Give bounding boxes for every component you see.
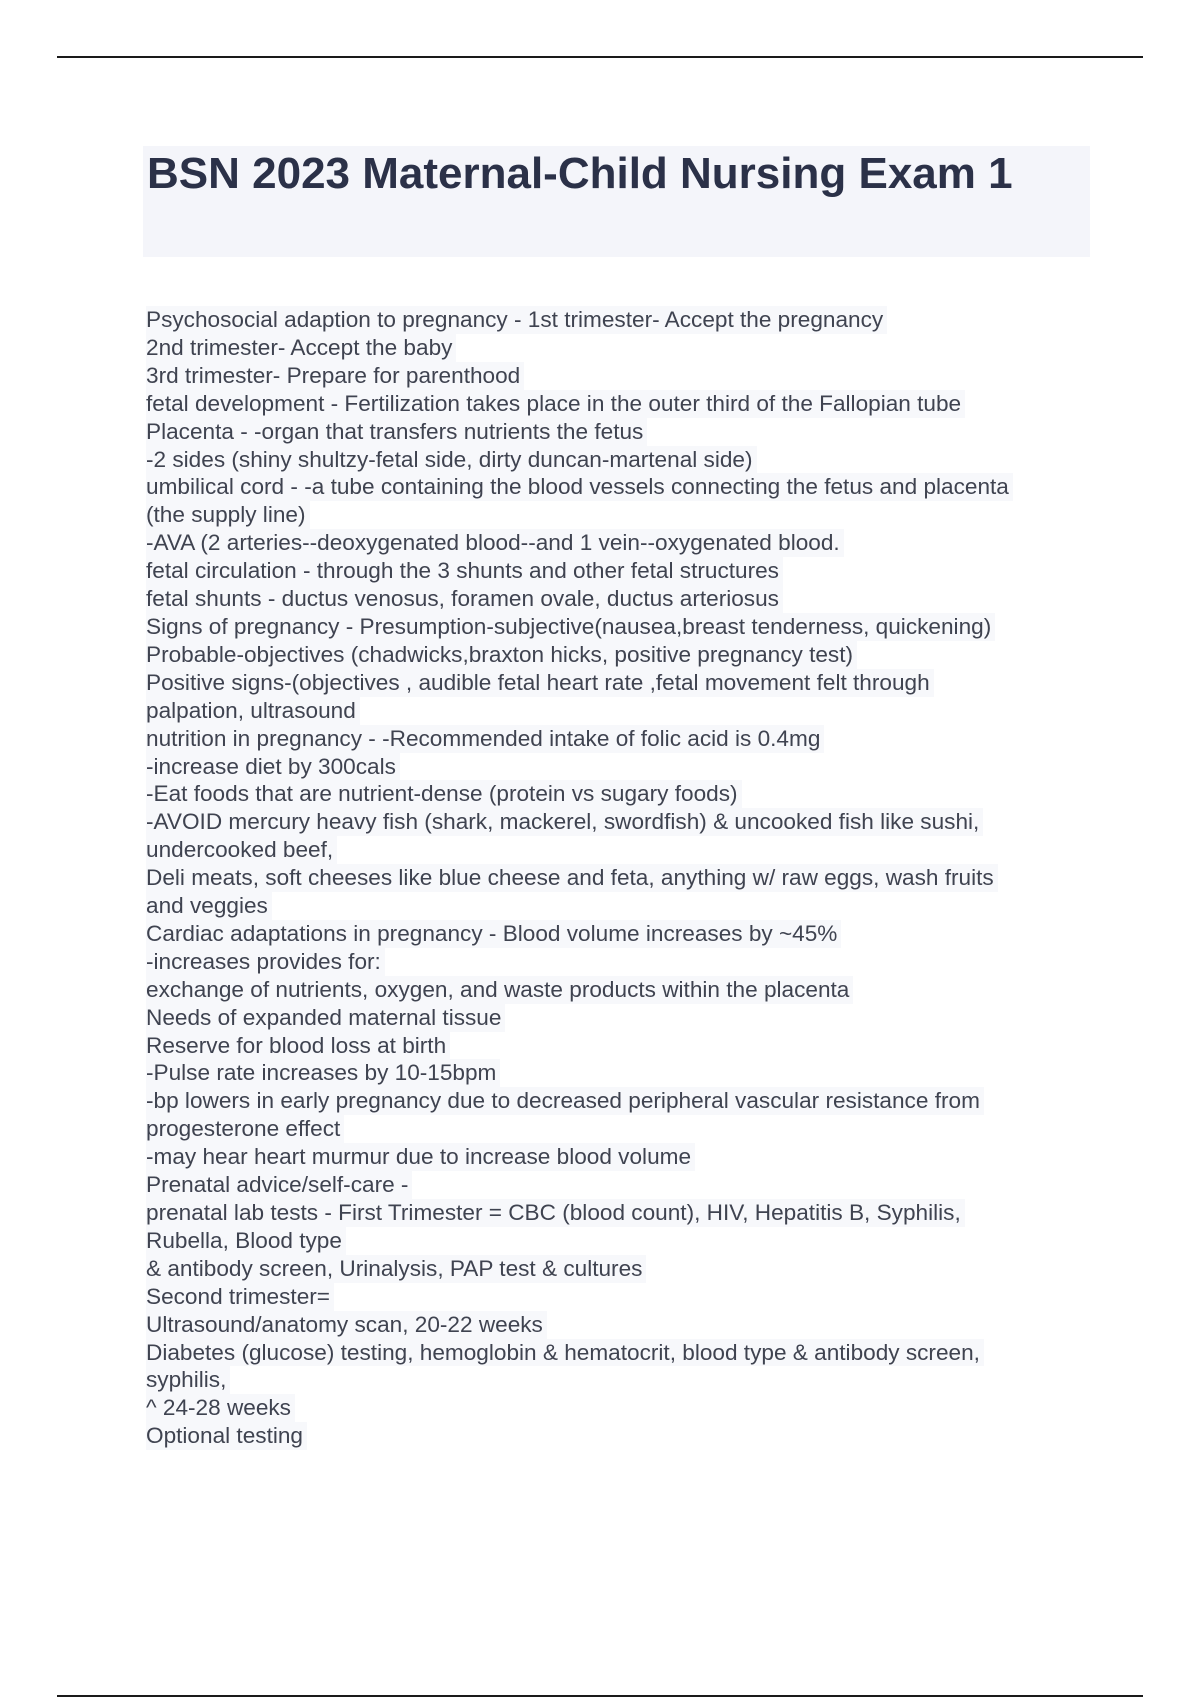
- text-line: Ultrasound/anatomy scan, 20-22 weeks: [146, 1311, 547, 1339]
- text-line: syphilis,: [146, 1366, 230, 1394]
- text-line: prenatal lab tests - First Trimester = CBC (blood count), HIV, Hepatitis B, Syphilis,: [146, 1199, 965, 1227]
- text-line: Reserve for blood loss at birth: [146, 1032, 450, 1060]
- text-line: Rubella, Blood type: [146, 1227, 346, 1255]
- text-line: Positive signs-(objectives , audible fetal heart rate ,fetal movement felt through: [146, 669, 934, 697]
- text-line: -2 sides (shiny shultzy-fetal side, dirty duncan-martenal side): [146, 446, 757, 474]
- text-line: -AVOID mercury heavy fish (shark, mackerel, swordfish) & uncooked fish like sushi,: [146, 808, 983, 836]
- text-line: Needs of expanded maternal tissue: [146, 1004, 505, 1032]
- text-line: Deli meats, soft cheeses like blue cheese and feta, anything w/ raw eggs, wash fruits: [146, 864, 998, 892]
- text-line: fetal shunts - ductus venosus, foramen ovale, ductus arteriosus: [146, 585, 783, 613]
- text-line: 3rd trimester- Prepare for parenthood: [146, 362, 524, 390]
- text-line: palpation, ultrasound: [146, 697, 360, 725]
- text-line: (the supply line): [146, 501, 310, 529]
- text-line: & antibody screen, Urinalysis, PAP test & cultures: [146, 1255, 646, 1283]
- text-line: umbilical cord - -a tube containing the blood vessels connecting the fetus and placenta: [146, 473, 1013, 501]
- bottom-divider: [57, 1695, 1143, 1697]
- text-line: Cardiac adaptations in pregnancy - Blood volume increases by ~45%: [146, 920, 841, 948]
- text-line: fetal circulation - through the 3 shunts and other fetal structures: [146, 557, 783, 585]
- text-line: -Eat foods that are nutrient-dense (protein vs sugary foods): [146, 780, 742, 808]
- text-line: Optional testing: [146, 1422, 307, 1450]
- document-body: [146, 306, 1086, 1450]
- top-divider: [57, 56, 1143, 58]
- text-line: -increase diet by 300cals: [146, 753, 400, 781]
- document-title: BSN 2023 Maternal-Child Nursing Exam 1: [147, 149, 1013, 198]
- text-line: Psychosocial adaption to pregnancy - 1st trimester- Accept the pregnancy: [146, 306, 887, 334]
- text-line: Signs of pregnancy - Presumption-subjective(nausea,breast tenderness, quickening): [146, 613, 995, 641]
- text-line: ^ 24-28 weeks: [146, 1394, 295, 1422]
- text-line: -bp lowers in early pregnancy due to decreased peripheral vascular resistance from: [146, 1087, 984, 1115]
- title-block: [143, 146, 1090, 257]
- text-line: undercooked beef,: [146, 836, 337, 864]
- text-line: and veggies: [146, 892, 272, 920]
- text-line: Diabetes (glucose) testing, hemoglobin & hematocrit, blood type & antibody screen,: [146, 1339, 984, 1367]
- text-line: -AVA (2 arteries--deoxygenated blood--and 1 vein--oxygenated blood.: [146, 529, 844, 557]
- text-line: nutrition in pregnancy - -Recommended intake of folic acid is 0.4mg: [146, 725, 824, 753]
- text-line: -increases provides for:: [146, 948, 385, 976]
- text-line: Second trimester=: [146, 1283, 334, 1311]
- text-line: exchange of nutrients, oxygen, and waste products within the placenta: [146, 976, 853, 1004]
- text-line: Probable-objectives (chadwicks,braxton hicks, positive pregnancy test): [146, 641, 857, 669]
- text-line: Prenatal advice/self-care -: [146, 1171, 412, 1199]
- text-line: -Pulse rate increases by 10-15bpm: [146, 1059, 500, 1087]
- text-line: progesterone effect: [146, 1115, 344, 1143]
- text-line: fetal development - Fertilization takes place in the outer third of the Fallopian tube: [146, 390, 965, 418]
- text-line: 2nd trimester- Accept the baby: [146, 334, 456, 362]
- text-line: -may hear heart murmur due to increase blood volume: [146, 1143, 695, 1171]
- text-line: Placenta - -organ that transfers nutrients the fetus: [146, 418, 647, 446]
